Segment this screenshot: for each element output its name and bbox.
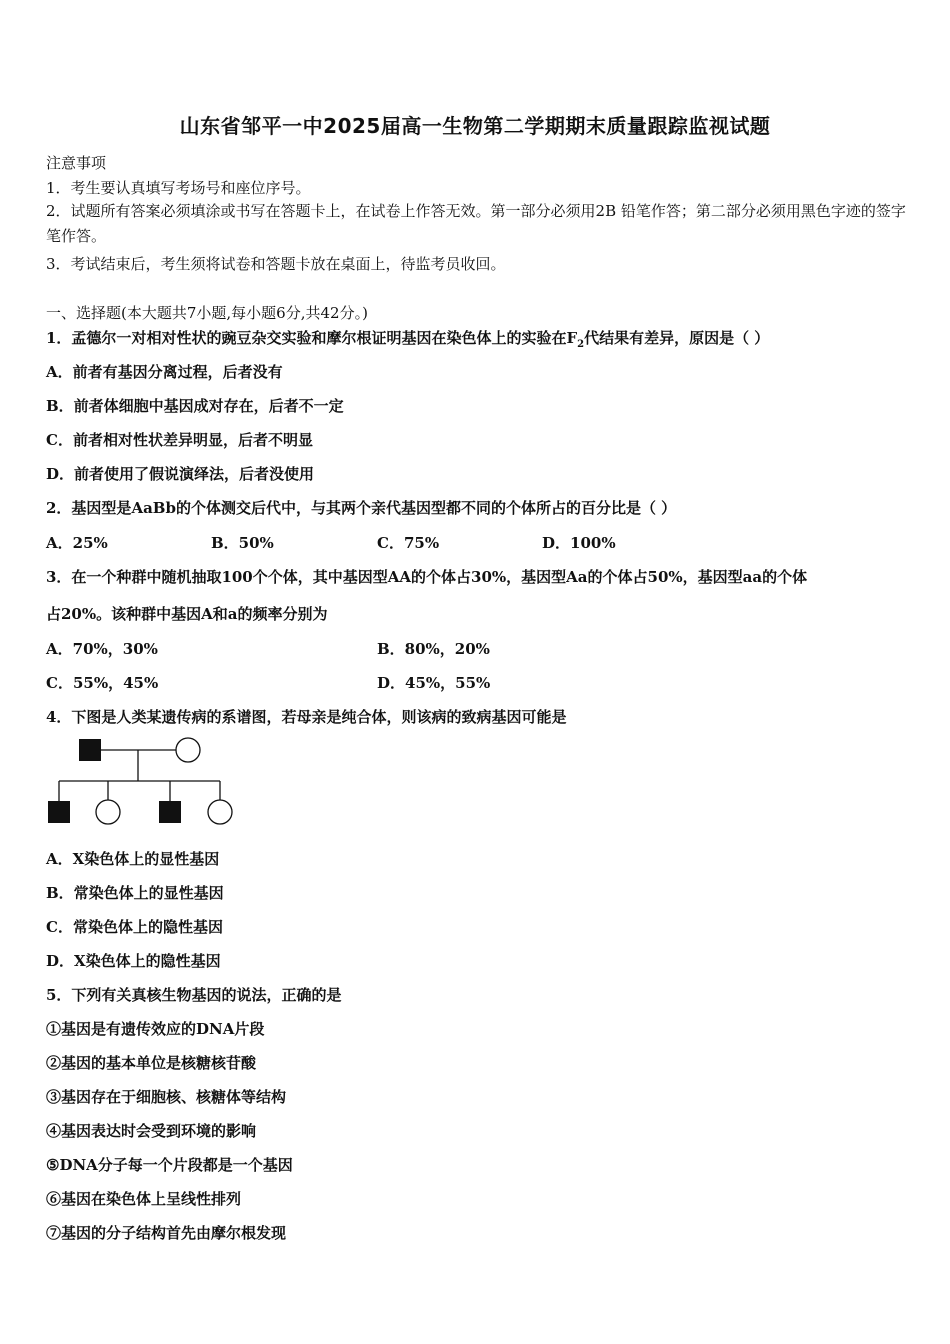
- q4-option-a: A．X染色体上的显性基因: [46, 850, 220, 868]
- mother-symbol: [176, 738, 200, 762]
- q3-option-b: B．80%，20%: [377, 640, 490, 658]
- q2-option-c: C．75%: [377, 534, 440, 552]
- q4-option-b: B．常染色体上的显性基因: [46, 884, 224, 902]
- q1-stem-a: 1．孟德尔一对相对性状的豌豆杂交实验和摩尔根证明基因在染色体上的实验在F: [46, 329, 578, 347]
- daughter-symbol: [96, 800, 120, 824]
- q5-stem: 5．下列有关真核生物基因的说法，正确的是: [46, 986, 342, 1004]
- q2-option-d: D．100%: [542, 534, 616, 552]
- q2-option-b: B．50%: [211, 534, 274, 552]
- q5-item-6: ⑥基因在染色体上呈线性排列: [46, 1190, 242, 1208]
- q5-item-5: ⑤DNA分子每一个片段都是一个基因: [46, 1156, 293, 1174]
- notice-item-1: 1．考生要认真填写考场号和座位序号。: [46, 179, 311, 197]
- q5-item-4: ④基因表达时会受到环境的影响: [46, 1122, 257, 1140]
- q2-stem: 2．基因型是AaBb的个体测交后代中，与其两个亲代基因型都不同的个体所占的百分比是（ ）: [46, 499, 677, 517]
- notice-heading: 注意事项: [46, 154, 107, 172]
- notice-item-2: 2．试题所有答案必须填涂或书写在答题卡上，在试卷上作答无效。第一部分必须用2B 铅笔作答；第二部分必须用黑色字迹的签字笔作答。: [46, 202, 906, 245]
- q2-option-a: A．25%: [46, 534, 108, 552]
- q5-item-7: ⑦基因的分子结构首先由摩尔根发现: [46, 1224, 287, 1242]
- notice-item-3: 3．考试结束后，考生须将试卷和答题卡放在桌面上，待监考员收回。: [46, 255, 506, 273]
- section-heading: 一、选择题(本大题共7小题,每小题6分,共42分。): [46, 304, 368, 322]
- q1-stem-sub: 2: [577, 339, 585, 350]
- q3-stem-line2: 占20%。该种群中基因A和a的频率分别为: [46, 605, 328, 623]
- q4-option-d: D．X染色体上的隐性基因: [46, 952, 221, 970]
- q5-item-3: ③基因存在于细胞核、核糖体等结构: [46, 1088, 287, 1106]
- affected-son-symbol: [159, 801, 181, 823]
- affected-father-symbol: [79, 739, 101, 761]
- q1-option-b: B．前者体细胞中基因成对存在，后者不一定: [46, 397, 344, 415]
- page-title: 山东省邹平一中2025届高一生物第二学期期末质量跟踪监视试题: [179, 114, 771, 138]
- q1-stem-b: 代结果有差异，原因是（ ）: [584, 329, 770, 347]
- q5-item-2: ②基因的基本单位是核糖核苷酸: [46, 1054, 257, 1072]
- q3-option-a: A．70%，30%: [46, 640, 158, 658]
- q1-option-c: C．前者相对性状差异明显，后者不明显: [46, 431, 313, 449]
- pedigree-diagram: [40, 735, 250, 830]
- q5-item-1: ①基因是有遗传效应的DNA片段: [46, 1020, 265, 1038]
- q4-option-c: C．常染色体上的隐性基因: [46, 918, 223, 936]
- q3-option-c: C．55%，45%: [46, 674, 159, 692]
- q3-stem-line1: 3．在一个种群中随机抽取100个个体，其中基因型AA的个体占30%，基因型Aa的个体占50%，基因型aa的个体: [46, 568, 808, 586]
- q4-stem: 4．下图是人类某遗传病的系谱图，若母亲是纯合体，则该病的致病基因可能是: [46, 708, 567, 726]
- q3-option-d: D．45%，55%: [377, 674, 491, 692]
- q1-option-d: D．前者使用了假说演绎法，后者没使用: [46, 465, 315, 483]
- q1-option-a: A．前者有基因分离过程，后者没有: [46, 363, 283, 381]
- q1-stem: [46, 327, 769, 350]
- affected-son-symbol: [48, 801, 70, 823]
- daughter-symbol: [208, 800, 232, 824]
